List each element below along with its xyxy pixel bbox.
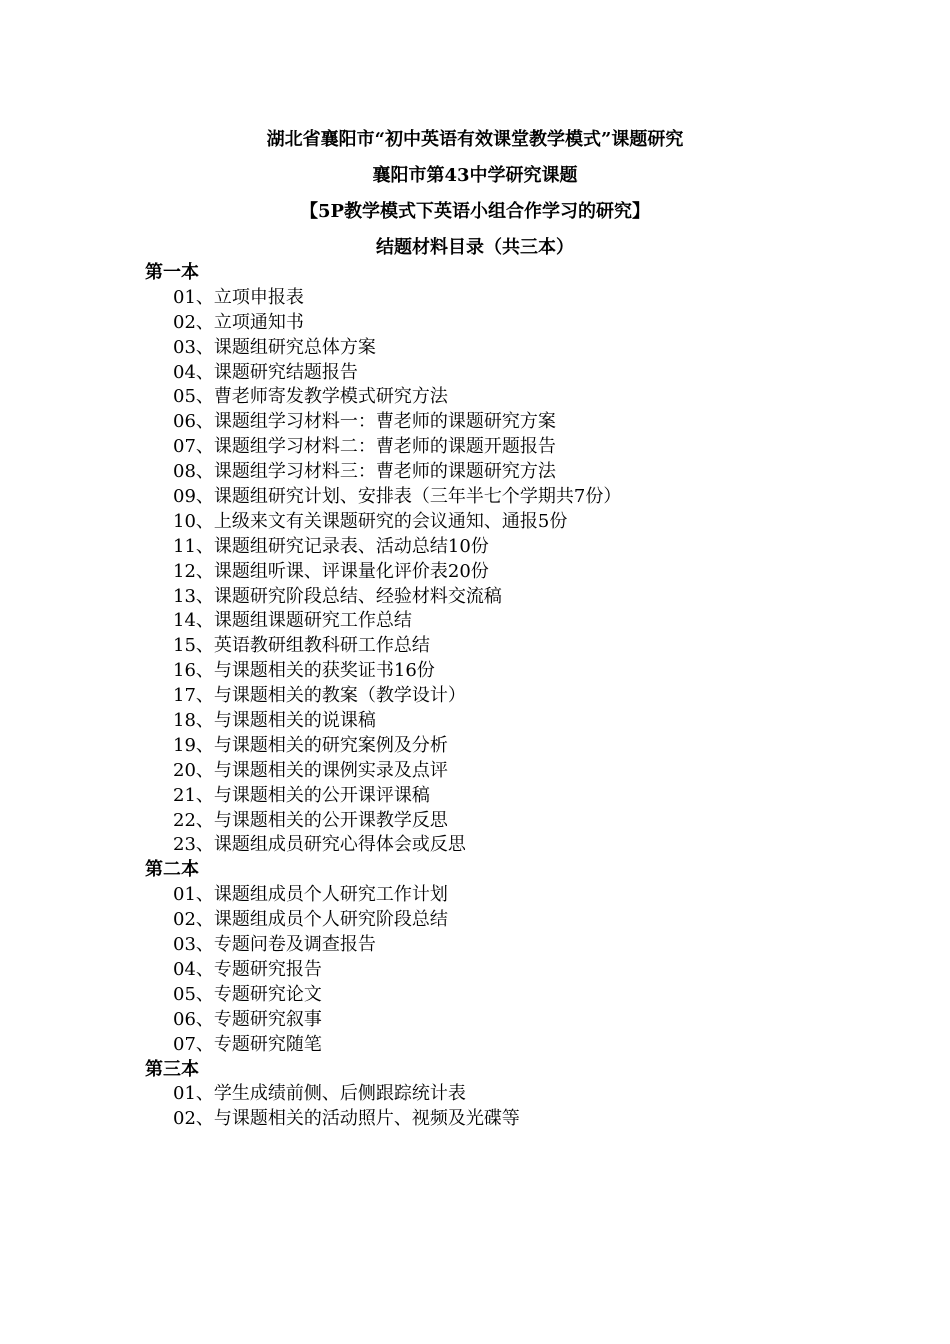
title-catalog: 结题材料目录（共三本） bbox=[376, 237, 574, 258]
toc-item: 08、课题组学习材料三：曹老师的课题研究方法 bbox=[173, 461, 556, 483]
toc-item: 05、曹老师寄发教学模式研究方法 bbox=[173, 386, 448, 408]
toc-item: 22、与课题相关的公开课教学反思 bbox=[173, 809, 448, 831]
toc-item: 03、专题问卷及调查报告 bbox=[173, 934, 376, 956]
toc-item: 10、上级来文有关课题研究的会议通知、通报5份 bbox=[173, 510, 568, 532]
toc-item: 07、课题组学习材料二：曹老师的课题开题报告 bbox=[173, 436, 556, 458]
toc-item: 20、与课题相关的课例实录及点评 bbox=[173, 759, 448, 781]
toc-item: 01、学生成绩前侧、后侧跟踪统计表 bbox=[173, 1083, 466, 1105]
toc-item: 21、与课题相关的公开课评课稿 bbox=[173, 784, 430, 806]
toc-item: 02、课题组成员个人研究阶段总结 bbox=[173, 909, 448, 931]
toc-item: 01、立项申报表 bbox=[173, 286, 304, 308]
toc-item: 12、课题组听课、评课量化评价表20份 bbox=[173, 560, 489, 582]
title-block bbox=[0, 122, 950, 266]
toc-item: 15、英语教研组教科研工作总结 bbox=[173, 635, 430, 657]
toc-item: 09、课题组研究计划、安排表（三年半七个学期共7份） bbox=[173, 486, 622, 508]
title-school: 襄阳市第43中学研究课题 bbox=[372, 165, 578, 186]
toc-item: 06、专题研究叙事 bbox=[173, 1008, 322, 1030]
book-heading: 第三本 bbox=[145, 1058, 199, 1080]
toc-item: 17、与课题相关的教案（教学设计） bbox=[173, 685, 466, 707]
book-heading: 第二本 bbox=[145, 859, 199, 881]
title-topic: 【5P教学模式下英语小组合作学习的研究】 bbox=[299, 201, 651, 222]
title-project: 湖北省襄阳市“初中英语有效课堂教学模式”课题研究 bbox=[266, 129, 684, 150]
toc-item: 07、专题研究随笔 bbox=[173, 1033, 322, 1055]
book-heading: 第一本 bbox=[145, 262, 199, 283]
toc-item: 16、与课题相关的获奖证书16份 bbox=[173, 660, 435, 682]
toc-item: 14、课题组课题研究工作总结 bbox=[173, 610, 412, 632]
toc-item: 23、课题组成员研究心得体会或反思 bbox=[173, 834, 466, 856]
toc-item: 13、课题研究阶段总结、经验材料交流稿 bbox=[173, 585, 502, 607]
toc-item: 11、课题组研究记录表、活动总结10份 bbox=[173, 535, 489, 557]
toc-item: 01、课题组成员个人研究工作计划 bbox=[173, 884, 448, 906]
toc-item: 19、与课题相关的研究案例及分析 bbox=[173, 734, 448, 756]
toc-item: 02、与课题相关的活动照片、视频及光碟等 bbox=[173, 1108, 520, 1130]
table-of-contents bbox=[145, 261, 845, 1132]
toc-item: 04、专题研究报告 bbox=[173, 958, 322, 980]
toc-item: 18、与课题相关的说课稿 bbox=[173, 710, 376, 732]
toc-item: 03、课题组研究总体方案 bbox=[173, 336, 376, 358]
toc-item: 02、立项通知书 bbox=[173, 311, 304, 333]
toc-item: 04、课题研究结题报告 bbox=[173, 361, 358, 383]
toc-item: 06、课题组学习材料一：曹老师的课题研究方案 bbox=[173, 411, 556, 433]
toc-item: 05、专题研究论文 bbox=[173, 983, 322, 1005]
